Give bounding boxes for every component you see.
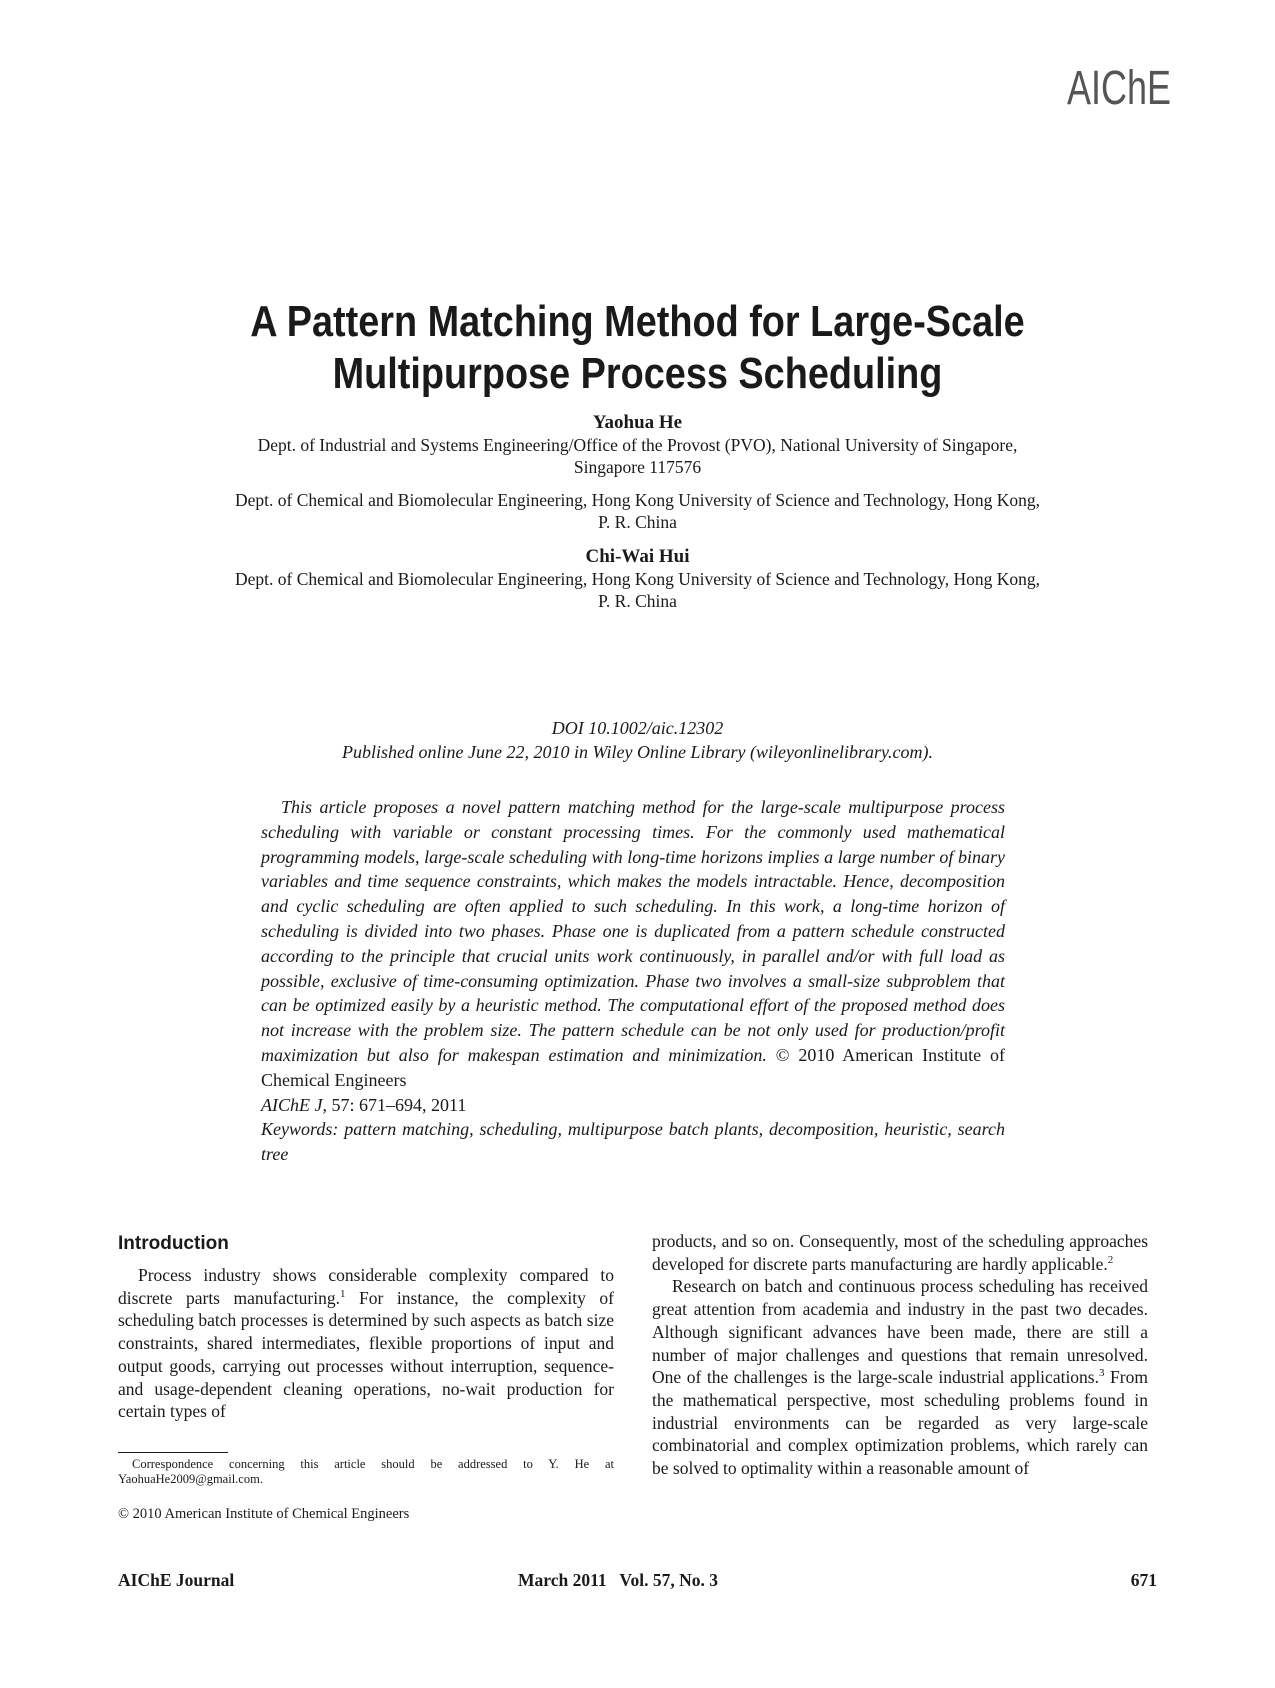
copyright-notice: © 2010 American Institute of Chemical Engineers bbox=[118, 1506, 410, 1522]
right-column bbox=[652, 1230, 1148, 1480]
footnote-rule bbox=[118, 1452, 228, 1453]
title-line-1: A Pattern Matching Method for Large-Scale bbox=[250, 297, 1025, 346]
affiliation-line: Dept. of Industrial and Systems Engineering/Office of the Provost (PVO), National University of Singapore, bbox=[257, 435, 1018, 455]
left-column bbox=[118, 1232, 614, 1423]
author-block-2 bbox=[120, 546, 1155, 612]
author-block-1 bbox=[120, 412, 1155, 478]
keywords-label: Keywords: bbox=[261, 1119, 339, 1140]
reference-2: 2 bbox=[1107, 1253, 1114, 1266]
affiliation-line: Dept. of Chemical and Biomolecular Engineering, Hong Kong University of Science and Technology, Hong Kong, bbox=[234, 569, 1041, 589]
citation-details: 57: 671–694, 2011 bbox=[331, 1094, 467, 1115]
author-name: Yaohua He bbox=[592, 412, 683, 433]
doi-line: DOI 10.1002/aic.12302 bbox=[551, 718, 724, 738]
reference-1: 1 bbox=[339, 1287, 346, 1300]
affiliation-line: Singapore 117576 bbox=[573, 457, 702, 477]
abstract-copyright: © 2010 American Institute of Chemical Engineers bbox=[261, 1044, 1006, 1090]
reference-3: 3 bbox=[1099, 1367, 1105, 1380]
published-line: Published online June 22, 2010 in Wiley Online Library (wileyonlinelibrary.com). bbox=[342, 742, 933, 762]
affiliation-block bbox=[120, 489, 1155, 533]
abstract-citation bbox=[261, 1093, 1005, 1118]
abstract-text bbox=[261, 795, 1005, 1093]
affiliation-line: P. R. China bbox=[598, 512, 677, 532]
keywords-list: pattern matching, scheduling, multipurpose batch plants, decomposition, heuristic, search tree bbox=[261, 1119, 1005, 1165]
publication-meta bbox=[120, 716, 1155, 764]
title-line-2: Multipurpose Process Scheduling bbox=[332, 349, 943, 398]
intro-paragraph-1-continued: products, and so on. Consequently, most of the scheduling approaches developed for discrete parts manufacturing are hardly applicable.$^2$ bbox=[652, 1231, 1148, 1274]
intro-paragraph-1: Process industry shows considerable complexity compared to discrete parts manufacturing.$^1$ For instance, the complexity of scheduling batch processes is determined by such aspects as batch size constraints, shared intermediates, flexible proportions of input and output goods, carrying out processes without interruption, sequence- and usage-dependent cleaning operations, no-wait production for certain types of bbox=[118, 1265, 614, 1422]
author-name: Chi-Wai Hui bbox=[585, 546, 690, 567]
citation-journal: AIChE J, bbox=[261, 1094, 327, 1115]
footer-issue: March 2011 Vol. 57, No. 3 bbox=[518, 1570, 718, 1590]
affiliation-line: Dept. of Chemical and Biomolecular Engineering, Hong Kong University of Science and Technology, Hong Kong, bbox=[234, 490, 1041, 510]
paper-title bbox=[175, 296, 1100, 400]
aiche-logo bbox=[1063, 58, 1173, 118]
abstract bbox=[261, 795, 1005, 1167]
intro-paragraph-2: Research on batch and continuous process scheduling has received great attention from academia and industry in the past two decades. Although significant advances have been made, there are still a number of major challenges and questions that remain unresolved. One of the challenges is the large-scale industrial applications.$^3$ From the mathematical perspective, most scheduling problems found in industrial environments can be regarded as very large-scale combinatorial and complex optimization problems, which rarely can be solved to optimality within a reasonable amount of bbox=[652, 1276, 1148, 1479]
affiliation-line: P. R. China bbox=[598, 591, 677, 611]
correspondence-footnote: Correspondence concerning this article should be addressed to Y. He at YaohuaHe2009@gmail.com. bbox=[118, 1457, 614, 1486]
page-number: 671 bbox=[1130, 1570, 1157, 1590]
section-heading-introduction: Introduction bbox=[118, 1233, 229, 1254]
abstract-body: This article proposes a novel pattern matching method for the large-scale multipurpose process scheduling with variable or constant processing times. For the commonly used mathematical programming models, large-scale scheduling with long-time horizons implies a large number of binary variables and time sequence constraints, which makes the models intractable. Hence, decomposition and cyclic scheduling are often applied to such scheduling. In this work, a long-time horizon of scheduling is divided into two phases. Phase one is duplicated from a pattern schedule constructed according to the principle that crucial units work continuously, in parallel and/or with full load as possible, exclusive of time-consuming optimization. Phase two involves a small-size subproblem that can be optimized easily by a heuristic method. The computational effort of the proposed method does not increase with the problem size. The pattern schedule can be not only used for production/profit maximization but also for makespan estimation and minimization. bbox=[261, 797, 1005, 1065]
keywords bbox=[261, 1117, 1005, 1167]
aiche-logo-text: AIChE bbox=[1067, 62, 1171, 115]
footer-journal: AIChE Journal bbox=[118, 1570, 235, 1590]
